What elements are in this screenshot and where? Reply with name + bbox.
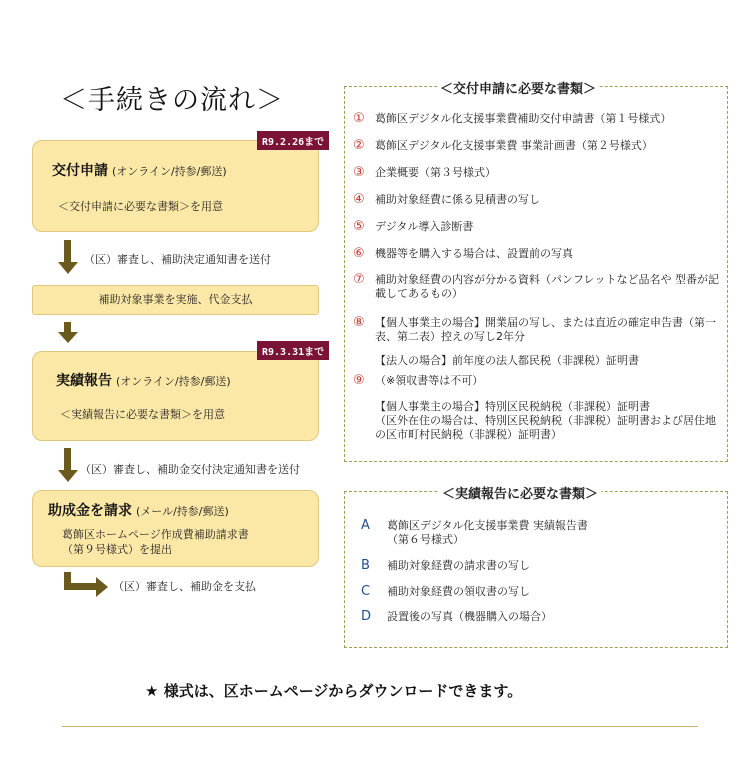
application-doc-2 xyxy=(353,139,719,153)
doc-text: 設置後の写真（機器購入の場合） xyxy=(387,610,552,623)
doc-text: 機器等を購入する場合は、設置前の写真 xyxy=(375,247,573,260)
application-doc-3 xyxy=(353,166,719,180)
doc-number: ⑤ xyxy=(353,219,365,234)
application-doc-9-individual-note: （区外在住の場合は、特別区民税納税（非課税）証明書および居住地の区市町村民納税（非課税）証明書） xyxy=(375,414,716,441)
report-deadline-badge: R9.3.31まで xyxy=(257,341,329,360)
report-doc-d xyxy=(361,610,719,624)
application-doc-9 xyxy=(353,374,719,388)
doc-number: ⑨ xyxy=(353,373,365,388)
application-doc-6 xyxy=(353,247,719,261)
doc-number: ③ xyxy=(353,165,365,180)
download-note-text: 様式は、区ホームページからダウンロードできます。 xyxy=(163,682,523,700)
report-docs-box xyxy=(344,487,728,648)
doc-letter: C xyxy=(361,584,371,599)
footer-divider xyxy=(62,726,698,727)
claim-step-line-2: （第９号様式）を提出 xyxy=(62,543,172,556)
report-doc-c xyxy=(361,585,719,599)
claim-step-line-1: 葛飾区ホームページ作成費補助請求書 xyxy=(62,528,249,541)
doc-text: 企業概要（第３号様式） xyxy=(375,166,496,179)
application-doc-7 xyxy=(353,273,719,301)
application-doc-5 xyxy=(353,220,719,234)
claim-step-heading xyxy=(48,500,229,520)
doc-number: ⑧ xyxy=(353,315,365,330)
page-title: ＜手続きの流れ＞ xyxy=(60,85,284,116)
application-doc-9-corporate-note: （※領収書等は不可） xyxy=(375,374,484,387)
application-doc-8 xyxy=(353,316,719,344)
flow-arrow-1 xyxy=(64,240,71,262)
application-step-title: 交付申請 xyxy=(52,163,108,179)
doc-text: 補助対象経費の請求書の写し xyxy=(387,559,530,572)
doc-text: 【個人事業主の場合】開業届の写し、または直近の確定申告書（第一表、第二表）控えの写し2年分 xyxy=(375,316,716,343)
doc-text-line: 葛飾区デジタル化支援事業費 実績報告書 xyxy=(387,519,588,532)
flow-arrow-2-head xyxy=(58,332,78,343)
flow-arrow-3 xyxy=(64,448,71,470)
doc-text xyxy=(387,519,719,547)
doc-text: 葛飾区デジタル化支援事業費 事業計画書（第２号様式） xyxy=(375,139,653,152)
doc-text: デジタル導入診断書 xyxy=(375,220,474,233)
flow-arrow-4-horizontal xyxy=(64,583,96,590)
arrow-1-note: （区）審査し、補助決定通知書を送付 xyxy=(84,253,271,266)
application-step-heading xyxy=(52,160,227,180)
doc-text: 葛飾区デジタル化支援事業費補助交付申請書（第１号様式） xyxy=(375,112,672,125)
doc-text-sub: （第６号様式） xyxy=(387,533,464,546)
application-step-methods: (オンライン/持参/郵送) xyxy=(112,165,227,178)
application-doc-4 xyxy=(353,193,719,207)
doc-text: 補助対象経費の内容が分かる資料（パンフレットなど品名や 型番が記載してあるもの） xyxy=(375,273,719,300)
doc-number: ⑥ xyxy=(353,246,365,261)
report-docs-title: ＜実績報告に必要な書類＞ xyxy=(439,483,601,502)
claim-step-methods: (メール/持参/郵送) xyxy=(136,505,229,518)
application-doc-9-individual: 【個人事業主の場合】特別区民税納税（非課税）証明書 xyxy=(375,400,650,413)
implement-step-bar: 補助対象事業を実施、代金支払 xyxy=(32,285,319,315)
report-step-heading xyxy=(56,370,231,390)
doc-number: ⑦ xyxy=(353,272,365,287)
arrow-4-note: （区）審査し、補助金を支払 xyxy=(113,580,256,593)
doc-text: 補助対象経費の領収書の写し xyxy=(387,585,530,598)
report-step-title: 実績報告 xyxy=(56,373,112,389)
flow-arrow-3-head xyxy=(58,470,78,482)
doc-letter: A xyxy=(361,518,370,533)
application-step-box xyxy=(32,140,319,232)
flow-arrow-1-head xyxy=(58,262,78,274)
arrow-3-note: （区）審査し、補助金交付決定通知書を送付 xyxy=(80,463,300,476)
flow-arrow-2 xyxy=(64,322,71,332)
report-step-note: ＜実績報告に必要な書類＞を用意 xyxy=(60,408,225,421)
application-docs-title: ＜交付申請に必要な書類＞ xyxy=(437,78,599,97)
report-doc-b xyxy=(361,559,719,573)
application-docs-box xyxy=(344,82,728,462)
doc-number: ④ xyxy=(353,192,365,207)
report-doc-a xyxy=(361,519,719,547)
doc-text: 補助対象経費に係る見積書の写し xyxy=(375,193,540,206)
download-note xyxy=(145,680,522,701)
application-doc-1 xyxy=(353,112,719,126)
application-doc-9-corporate: 【法人の場合】前年度の法人都民税（非課税）証明書 xyxy=(375,354,639,367)
application-deadline-badge: R9.2.26まで xyxy=(257,131,329,150)
doc-letter: B xyxy=(361,558,370,573)
report-step-box xyxy=(32,351,319,441)
doc-number: ① xyxy=(353,111,365,126)
doc-letter: D xyxy=(361,609,372,624)
application-step-note: ＜交付申請に必要な書類＞を用意 xyxy=(58,200,223,213)
doc-number: ② xyxy=(353,138,365,153)
report-step-methods: (オンライン/持参/郵送) xyxy=(116,375,231,388)
star-icon: ★ xyxy=(145,682,159,700)
flow-arrow-4-head xyxy=(96,577,108,597)
claim-step-title: 助成金を請求 xyxy=(48,503,132,519)
